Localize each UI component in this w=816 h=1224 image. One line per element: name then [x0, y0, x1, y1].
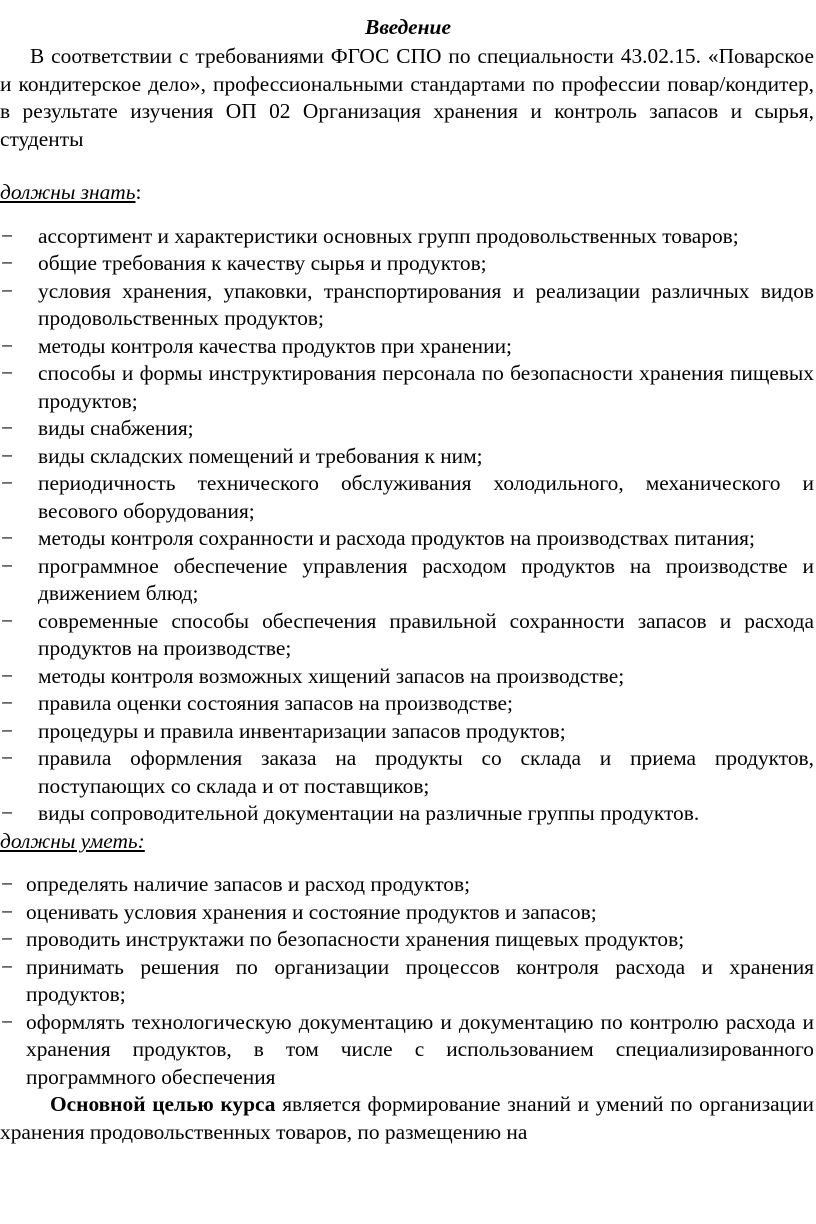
list-dash: −: [1, 718, 14, 743]
list-dash: −: [1, 801, 14, 825]
know-list-item-text: способы и формы инструктирования персонала по безопасности хранения пищевых продуктов;: [38, 361, 814, 413]
list-dash: −: [1, 1009, 14, 1034]
list-dash: −: [1, 471, 14, 495]
know-list-item-text: виды снабжения;: [38, 416, 194, 440]
know-list-item-text: виды складских помещений и требования к ним;: [38, 443, 483, 468]
know-list-item: [0, 553, 816, 608]
list-dash: −: [1, 223, 14, 248]
know-list-item: [0, 443, 816, 471]
know-heading: [0, 179, 816, 207]
know-list-item: [0, 360, 816, 415]
can-list-item: [0, 926, 816, 954]
list-dash: −: [1, 361, 14, 385]
know-list-item-text: правила оценки состояния запасов на производстве;: [38, 691, 513, 715]
list-dash: −: [1, 927, 14, 951]
list-dash: −: [1, 443, 14, 468]
know-label-colon: :: [135, 180, 142, 204]
can-list-item: [0, 1009, 816, 1092]
list-dash: −: [1, 691, 14, 715]
know-list-item-text: программное обеспечение управления расходом продуктов на производстве и движением блюд;: [38, 553, 814, 605]
know-list-item: [0, 608, 816, 663]
can-list-item-text: оценивать условия хранения и состояние продуктов и запасов;: [26, 899, 597, 924]
know-list-item: [0, 745, 816, 800]
know-list-item: [0, 718, 816, 746]
document-page: [0, 14, 816, 1146]
know-list-item-text: периодичность технического обслуживания холодильного, механического и весового оборудования;: [38, 471, 814, 523]
know-list-item-text: виды сопроводительной документации на различные группы продуктов.: [38, 801, 700, 825]
know-label: должны знать: [0, 180, 136, 204]
can-label: должны уметь:: [0, 828, 145, 853]
know-list-item: [0, 223, 816, 251]
list-dash: −: [1, 553, 14, 578]
list-dash: −: [1, 663, 14, 688]
know-list-item: [0, 690, 816, 718]
know-list-item: [0, 800, 816, 828]
list-dash: −: [1, 278, 14, 303]
list-dash: −: [1, 872, 14, 896]
know-list-item-text: методы контроля сохранности и расхода продуктов на производствах питания;: [38, 526, 755, 550]
list-dash: −: [1, 746, 14, 770]
can-list-item: [0, 899, 816, 927]
know-list-item-text: процедуры и правила инвентаризации запасов продуктов;: [38, 718, 566, 743]
list-dash: −: [1, 416, 14, 440]
can-list-item-text: принимать решения по организации процессов контроля расхода и хранения продуктов;: [26, 954, 814, 1006]
know-list-item-text: методы контроля качества продуктов при хранении;: [38, 333, 512, 358]
know-list: [0, 223, 816, 828]
know-list-item: [0, 663, 816, 691]
can-list-item-text: определять наличие запасов и расход продуктов;: [26, 872, 471, 896]
can-list: [0, 871, 816, 1091]
know-list-item: [0, 278, 816, 333]
goal-text: является формирование знаний и умений по организации хранения продовольственных товаров, по размещению на: [0, 1092, 814, 1144]
document-title: Введение: [365, 15, 451, 39]
can-list-item-text: проводить инструктажи по безопасности хранения пищевых продуктов;: [26, 927, 685, 951]
list-dash: −: [1, 954, 14, 979]
can-list-item: [0, 871, 816, 899]
know-list-item-text: методы контроля возможных хищений запасов на производстве;: [38, 663, 625, 688]
know-list-item-text: современные способы обеспечения правильной сохранности запасов и расхода продуктов на производстве;: [38, 608, 814, 660]
can-list-item-text: оформлять технологическую документацию и документацию по контролю расхода и хранения продуктов, в том числе с использованием специализированного программного обеспечения: [26, 1009, 814, 1089]
know-list-item-text: ассортимент и характеристики основных групп продовольственных товаров;: [38, 223, 739, 248]
know-list-item-text: общие требования к качеству сырья и продуктов;: [38, 251, 487, 275]
list-dash: −: [1, 251, 14, 275]
list-dash: −: [1, 333, 14, 358]
know-list-item-text: условия хранения, упаковки, транспортирования и реализации различных видов продовольственных продуктов;: [38, 278, 814, 330]
know-list-item: [0, 470, 816, 525]
know-list-item: [0, 415, 816, 443]
list-dash: −: [1, 899, 14, 924]
know-list-item: [0, 333, 816, 361]
intro-paragraph: В соответствии с требованиями ФГОС СПО по специальности 43.02.15. «Поварское и кондитерское дело», профессиональными стандартами по профессии повар/кондитер, в результате изучения ОП 02 Организация хранения и контроль запасов и сырья, студенты: [0, 44, 814, 151]
list-dash: −: [1, 526, 14, 550]
know-list-item: [0, 250, 816, 278]
can-list-item: [0, 954, 816, 1009]
know-list-item-text: правила оформления заказа на продукты со склада и приема продуктов, поступающих со склада и от поставщиков;: [38, 746, 814, 798]
list-dash: −: [1, 608, 14, 633]
goal-paragraph: [0, 1091, 816, 1146]
goal-bold-phrase: Основной целью курса: [50, 1092, 276, 1116]
know-list-item: [0, 525, 816, 553]
